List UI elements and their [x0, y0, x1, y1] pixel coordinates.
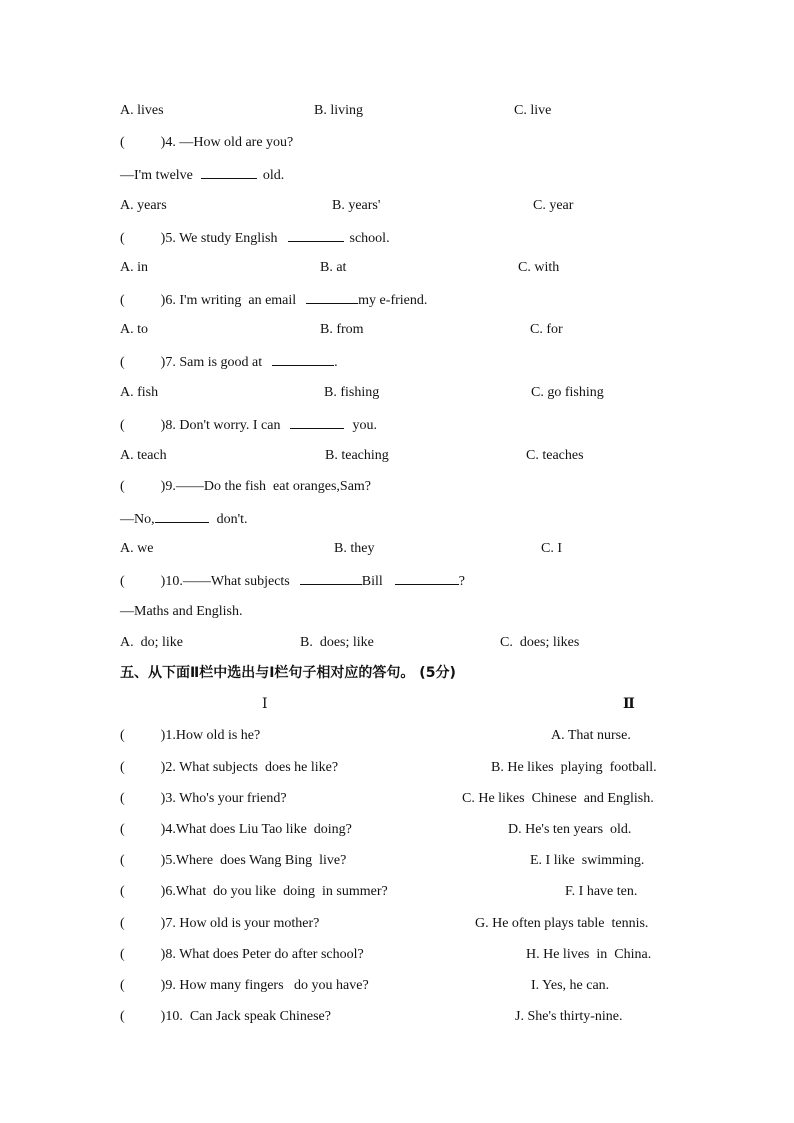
- q10-text-end: ?: [458, 574, 465, 589]
- matching-answer: D. He's ten years old.: [508, 822, 632, 837]
- column-2-header: Ⅱ: [623, 697, 635, 712]
- paren: (: [120, 947, 125, 962]
- q6-option-c: C. for: [530, 322, 563, 337]
- matching-answer: C. He likes Chinese and English.: [462, 791, 654, 806]
- matching-question-text: )5.Where does Wang Bing live?: [160, 853, 347, 868]
- matching-question: [120, 1007, 331, 1027]
- q4-line2-end: old.: [262, 168, 285, 183]
- matching-answer: A. That nurse.: [551, 728, 631, 743]
- q6-text: )6. I'm writing an email: [160, 293, 297, 308]
- q8-option-b: B. teaching: [325, 448, 389, 463]
- matching-answer: H. He lives in China.: [526, 947, 652, 962]
- matching-question-text: )8. What does Peter do after school?: [160, 947, 364, 962]
- q10-text-mid: Bill: [361, 574, 383, 589]
- matching-question: [120, 976, 369, 996]
- q8-option-a: A. teach: [120, 448, 167, 463]
- q5-text-end: school.: [349, 231, 390, 246]
- matching-question: [120, 726, 260, 746]
- paren: (: [120, 135, 125, 150]
- matching-question-text: )4.What does Liu Tao like doing?: [160, 822, 352, 837]
- q5-option-c: C. with: [518, 260, 560, 275]
- matching-question: [120, 851, 346, 871]
- answer-blank: [272, 351, 334, 366]
- q7-option-c: C. go fishing: [531, 385, 604, 400]
- paren: (: [120, 728, 125, 743]
- matching-question: [120, 945, 364, 965]
- answer-blank: [306, 289, 358, 304]
- answer-blank: [201, 164, 257, 179]
- q10-option-a: A. do; like: [120, 635, 183, 650]
- q10-text: )10.——What subjects: [160, 574, 290, 589]
- paren: (: [120, 916, 125, 931]
- q5-text: )5. We study English: [160, 231, 278, 246]
- q10-answer: —Maths and English.: [120, 604, 243, 619]
- paren: (: [120, 355, 125, 370]
- q4-text: )4. —How old are you?: [160, 135, 294, 150]
- q10-option-b: B. does; like: [300, 635, 374, 650]
- q8-stem: [120, 414, 377, 434]
- matching-question-text: )6.What do you like doing in summer?: [160, 884, 388, 899]
- q7-option-a: A. fish: [120, 385, 159, 400]
- q9-line2: [120, 508, 248, 528]
- q6-stem: [120, 289, 427, 309]
- q9-option-c: C. I: [541, 541, 562, 556]
- paren: (: [120, 978, 125, 993]
- paren: (: [120, 231, 125, 246]
- q7-text: )7. Sam is good at: [160, 355, 263, 370]
- q4-stem: [120, 133, 293, 153]
- paren: (: [120, 479, 125, 494]
- matching-question-text: )9. How many fingers do you have?: [160, 978, 369, 993]
- q7-text-end: .: [334, 355, 338, 370]
- matching-answer: J. She's thirty-nine.: [515, 1009, 623, 1024]
- q4-option-b: B. years': [332, 198, 381, 213]
- q8-option-c: C. teaches: [526, 448, 584, 463]
- column-1-header: Ⅰ: [262, 697, 268, 712]
- paren: (: [120, 574, 125, 589]
- answer-blank: [288, 227, 344, 242]
- q7-option-b: B. fishing: [324, 385, 380, 400]
- q8-text-end: you.: [352, 418, 377, 433]
- q9-text: )9.——Do the fish eat oranges,Sam?: [160, 479, 372, 494]
- answer-blank: [155, 508, 209, 523]
- answer-blank: [300, 570, 362, 585]
- section-5-title: 五、从下面Ⅱ栏中选出与Ⅰ栏句子相对应的答句。 (5分): [120, 665, 456, 681]
- q8-text: )8. Don't worry. I can: [160, 418, 281, 433]
- matching-answer: G. He often plays table tennis.: [475, 916, 649, 931]
- q6-option-b: B. from: [320, 322, 364, 337]
- paren: (: [120, 822, 125, 837]
- q5-stem: [120, 227, 390, 247]
- q10-stem: [120, 570, 465, 590]
- matching-answer: E. I like swimming.: [530, 853, 645, 868]
- matching-question: [120, 758, 338, 778]
- q5-option-a: A. in: [120, 260, 148, 275]
- q5-option-b: B. at: [320, 260, 347, 275]
- q4-line2-text: —I'm twelve: [120, 168, 193, 183]
- matching-question: [120, 820, 352, 840]
- paren: (: [120, 418, 125, 433]
- answer-blank: [395, 570, 459, 585]
- matching-answer: B. He likes playing football.: [491, 760, 657, 775]
- q9-option-b: B. they: [334, 541, 375, 556]
- matching-question: [120, 914, 319, 934]
- matching-question: [120, 789, 287, 809]
- paren: (: [120, 884, 125, 899]
- matching-question-text: )10. Can Jack speak Chinese?: [160, 1009, 331, 1024]
- q4-option-c: C. year: [533, 198, 574, 213]
- q9-stem: [120, 477, 371, 497]
- matching-question-text: )3. Who's your friend?: [160, 791, 287, 806]
- q3-option-a: A. lives: [120, 103, 164, 118]
- matching-question-text: )2. What subjects does he like?: [160, 760, 339, 775]
- q6-option-a: A. to: [120, 322, 148, 337]
- q4-option-a: A. years: [120, 198, 167, 213]
- q3-option-c: C. live: [514, 103, 552, 118]
- q9-line2-end: don't.: [216, 512, 248, 527]
- paren: (: [120, 853, 125, 868]
- q9-line2-text: —No,: [120, 512, 155, 527]
- matching-answer: F. I have ten.: [565, 884, 638, 899]
- q10-option-c: C. does; likes: [500, 635, 580, 650]
- paren: (: [120, 791, 125, 806]
- q4-line2: [120, 164, 284, 184]
- paren: (: [120, 293, 125, 308]
- matching-question-text: )1.How old is he?: [160, 728, 261, 743]
- matching-answer: I. Yes, he can.: [531, 978, 610, 993]
- matching-question-text: )7. How old is your mother?: [160, 916, 320, 931]
- q3-option-b: B. living: [314, 103, 364, 118]
- q6-text-end: my e-friend.: [358, 293, 428, 308]
- q7-stem: [120, 351, 338, 371]
- answer-blank: [290, 414, 344, 429]
- paren: (: [120, 1009, 125, 1024]
- matching-question: [120, 882, 388, 902]
- q9-option-a: A. we: [120, 541, 154, 556]
- paren: (: [120, 760, 125, 775]
